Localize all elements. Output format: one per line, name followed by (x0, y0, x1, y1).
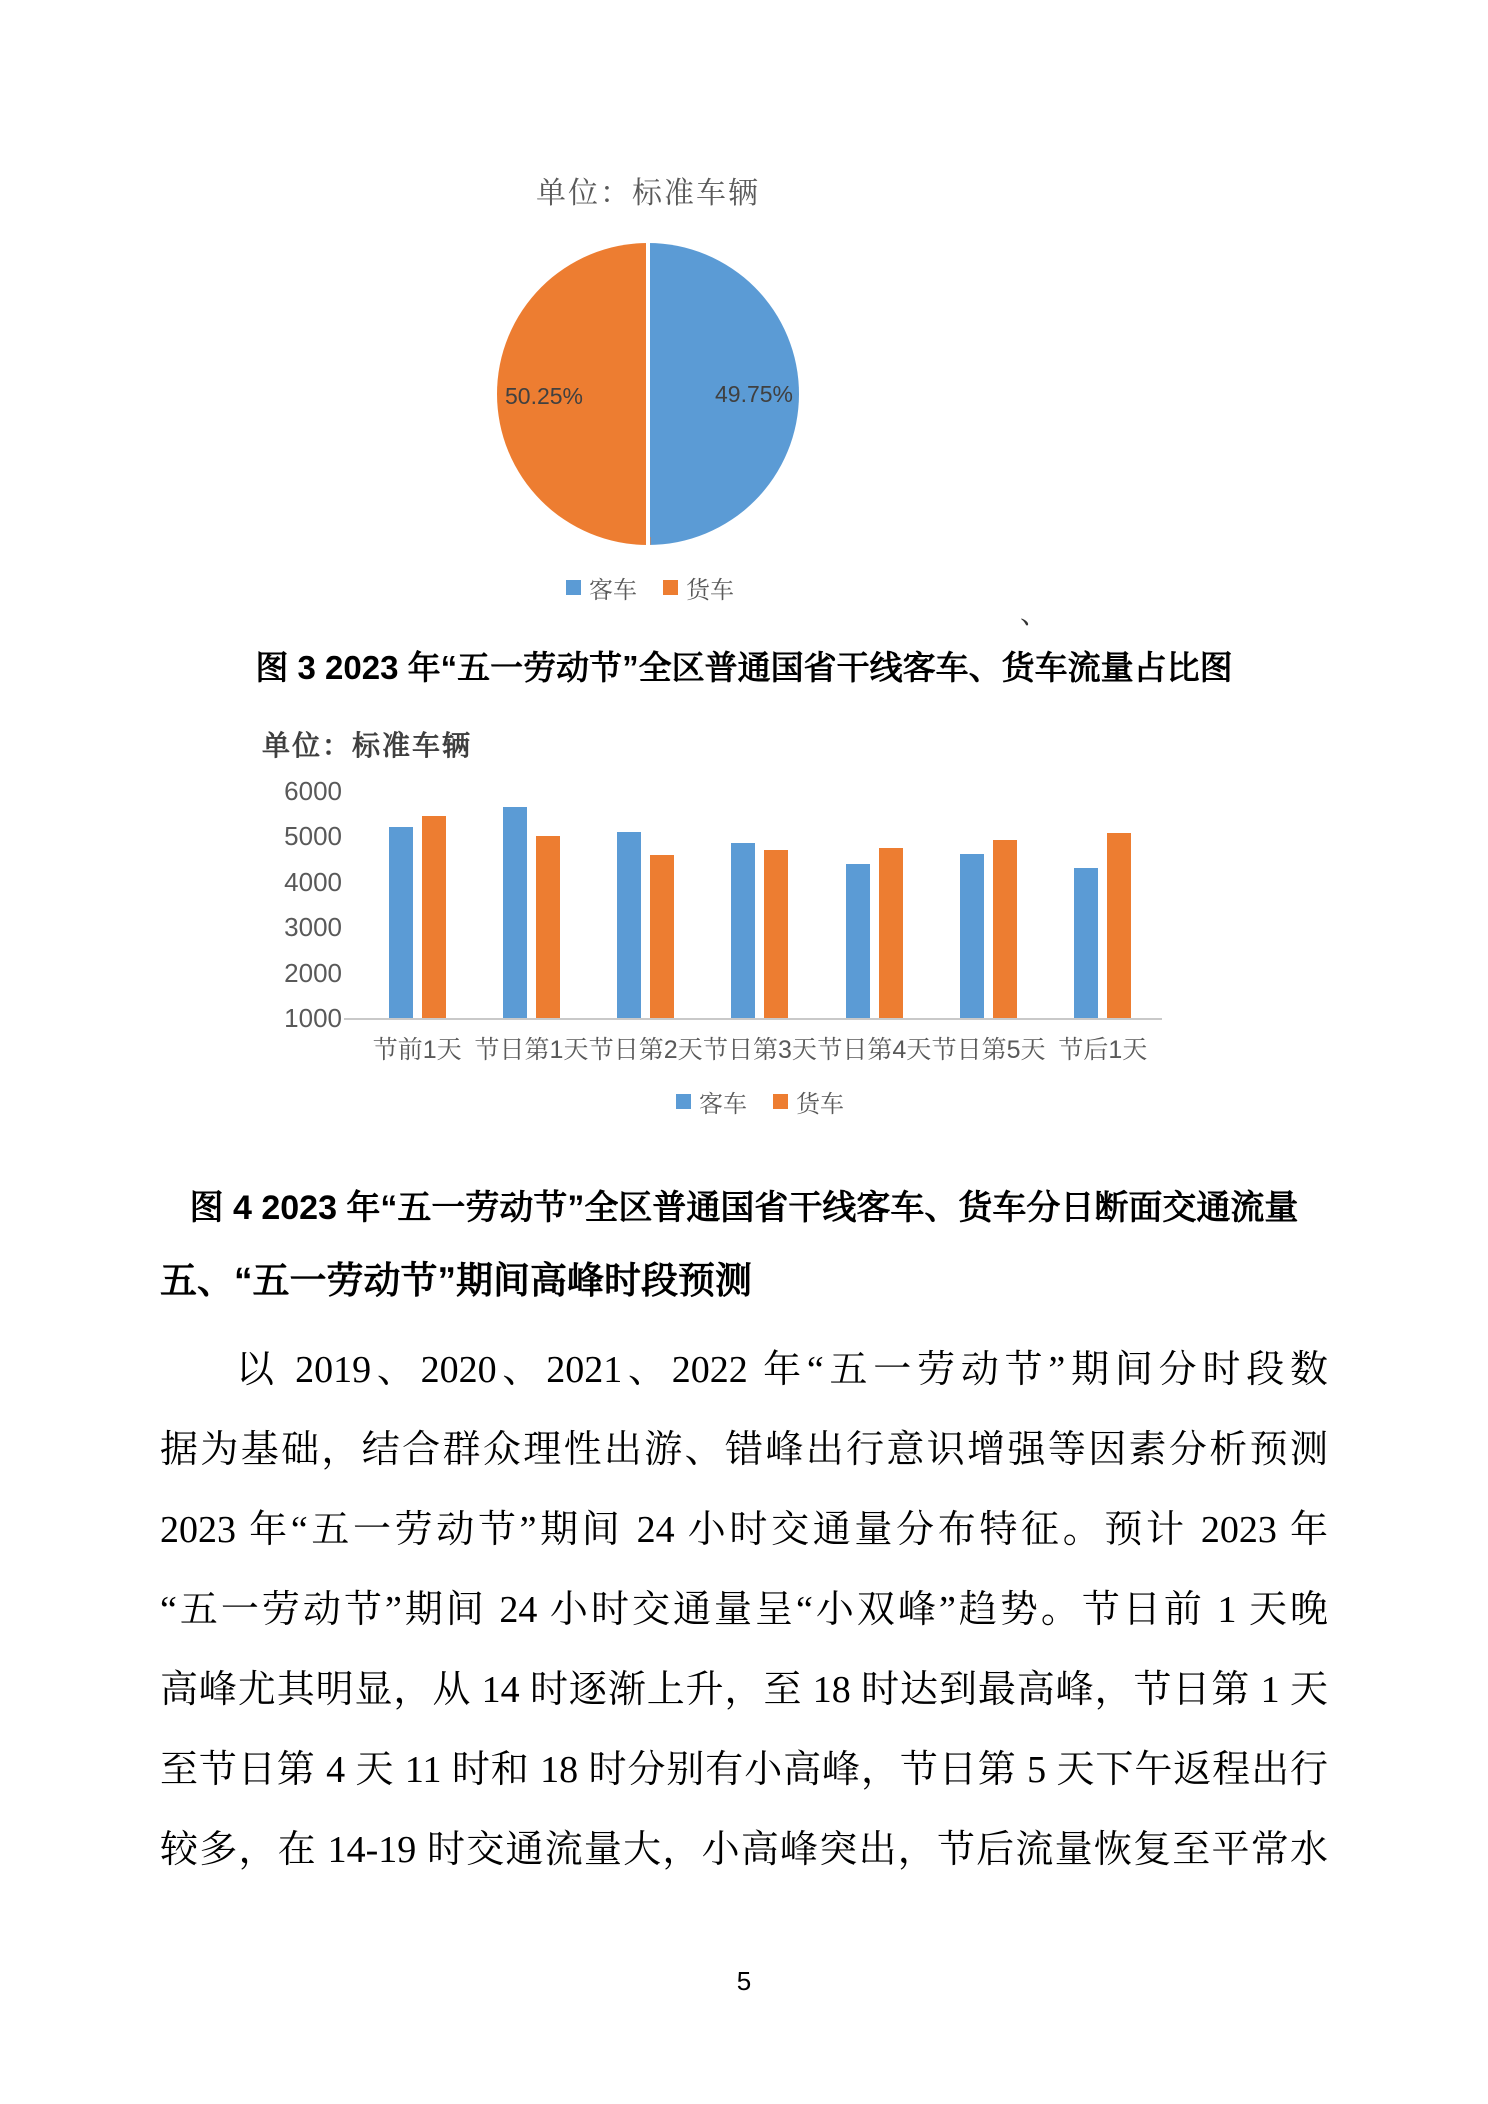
pie-chart-title: 单位：标准车辆 (536, 177, 760, 210)
pie-slice-label-passenger: 49.75% (714, 381, 793, 407)
xaxis-tick-label: 节日第1天 (474, 1036, 589, 1064)
body-text-line: “五一劳动节”期间 24 小时交通量呈“小双峰”趋势。节日前 1 天晚 (160, 1589, 1328, 1631)
legend-item-bar-1 (773, 1084, 844, 1119)
bar-货车-5 (993, 840, 1017, 1018)
bar-group (846, 791, 903, 1018)
section-heading: 五、“五一劳动节”期间高峰时段预测 (160, 1260, 752, 1301)
bar-货车-6 (1107, 833, 1131, 1018)
body-text-line: 据为基础，结合群众理性出游、错峰出行意识增强等因素分析预测 (160, 1429, 1328, 1471)
bar-groups (360, 791, 1160, 1018)
figure3-caption: 图 3 2023 年“五一劳动节”全区普通国省干线客车、货车流量占比图 (255, 649, 1233, 686)
bar-货车-4 (879, 848, 903, 1018)
pie-slice-label-truck: 50.25% (505, 383, 584, 409)
xaxis-tick-label: 节前1天 (372, 1036, 462, 1064)
legend-label: 货车 (686, 577, 734, 604)
xaxis-tick-label: 节后1天 (1058, 1036, 1148, 1064)
body-text-line: 至节日第 4 天 11 时和 18 时分别有小高峰，节日第 5 天下午返程出行 (160, 1749, 1328, 1791)
xaxis-tick-label: 节日第5天 (931, 1036, 1046, 1064)
yaxis-tick-label: 1000 (284, 1003, 342, 1033)
legend-item-pie-1 (663, 570, 734, 605)
bar-客车-1 (503, 807, 527, 1018)
bar-group (960, 791, 1017, 1018)
figure4-caption: 图 4 2023 年“五一劳动节”全区普通国省干线客车、货车分日断面交通流量 (189, 1189, 1299, 1227)
bar-客车-4 (846, 864, 870, 1018)
legend-swatch-icon (663, 580, 678, 595)
yaxis-tick-label: 3000 (284, 912, 342, 943)
bar-group (503, 791, 560, 1018)
bar-客车-0 (389, 827, 413, 1018)
bar-xaxis-labels (360, 1030, 1160, 1066)
bar-客车-6 (1074, 868, 1098, 1018)
pie-slice-divider (646, 243, 650, 545)
legend-label: 客车 (699, 1091, 747, 1118)
bar-chart-title: 单位：标准车辆 (262, 730, 473, 761)
bar-legend (360, 1084, 1160, 1119)
bar-客车-2 (617, 832, 641, 1018)
body-text-line: 高峰尤其明显，从 14 时逐渐上升，至 18 时达到最高峰，节日第 1 天 (160, 1669, 1328, 1711)
bar-客车-5 (960, 854, 984, 1018)
bar-chart (360, 791, 1160, 1018)
legend-item-bar-0 (676, 1084, 747, 1119)
page-number: 5 (736, 1966, 752, 1996)
legend-swatch-icon (566, 580, 581, 595)
body-text-line: 较多，在 14-19 时交通流量大，小高峰突出，节后流量恢复至平常水 (160, 1829, 1328, 1871)
bar-货车-0 (422, 816, 446, 1018)
body-text-line: 2023 年“五一劳动节”期间 24 小时交通量分布特征。预计 2023 年 (160, 1509, 1328, 1551)
legend-swatch-icon (676, 1094, 691, 1109)
xaxis-tick-label: 节日第4天 (817, 1036, 932, 1064)
xaxis-tick-label: 节日第2天 (588, 1036, 703, 1064)
bar-货车-2 (650, 855, 674, 1018)
body-paragraph (160, 1330, 1328, 1890)
bar-group (731, 791, 788, 1018)
legend-label: 客车 (589, 577, 637, 604)
yaxis-tick-label: 5000 (284, 821, 342, 852)
xaxis-tick-label: 节日第3天 (703, 1036, 817, 1064)
pie-chart (497, 243, 799, 545)
yaxis-tick-label: 2000 (284, 957, 342, 988)
yaxis-tick-label: 4000 (284, 866, 342, 897)
bar-group (1074, 791, 1131, 1018)
bar-group (389, 791, 446, 1018)
legend-label: 货车 (796, 1091, 844, 1118)
stray-punctuation: 、 (1020, 598, 1049, 629)
bar-客车-3 (731, 843, 755, 1018)
bar-货车-3 (764, 850, 788, 1018)
body-text-line: 以 2019、2020、2021、2022 年“五一劳动节”期间分时段数 (236, 1349, 1328, 1391)
bar-货车-1 (536, 836, 560, 1018)
bar-group (617, 791, 674, 1018)
legend-swatch-icon (773, 1094, 788, 1109)
bar-xaxis-line (344, 1018, 1162, 1020)
pie-legend (400, 570, 900, 605)
legend-item-pie-0 (566, 570, 637, 605)
yaxis-tick-label: 6000 (284, 776, 342, 806)
